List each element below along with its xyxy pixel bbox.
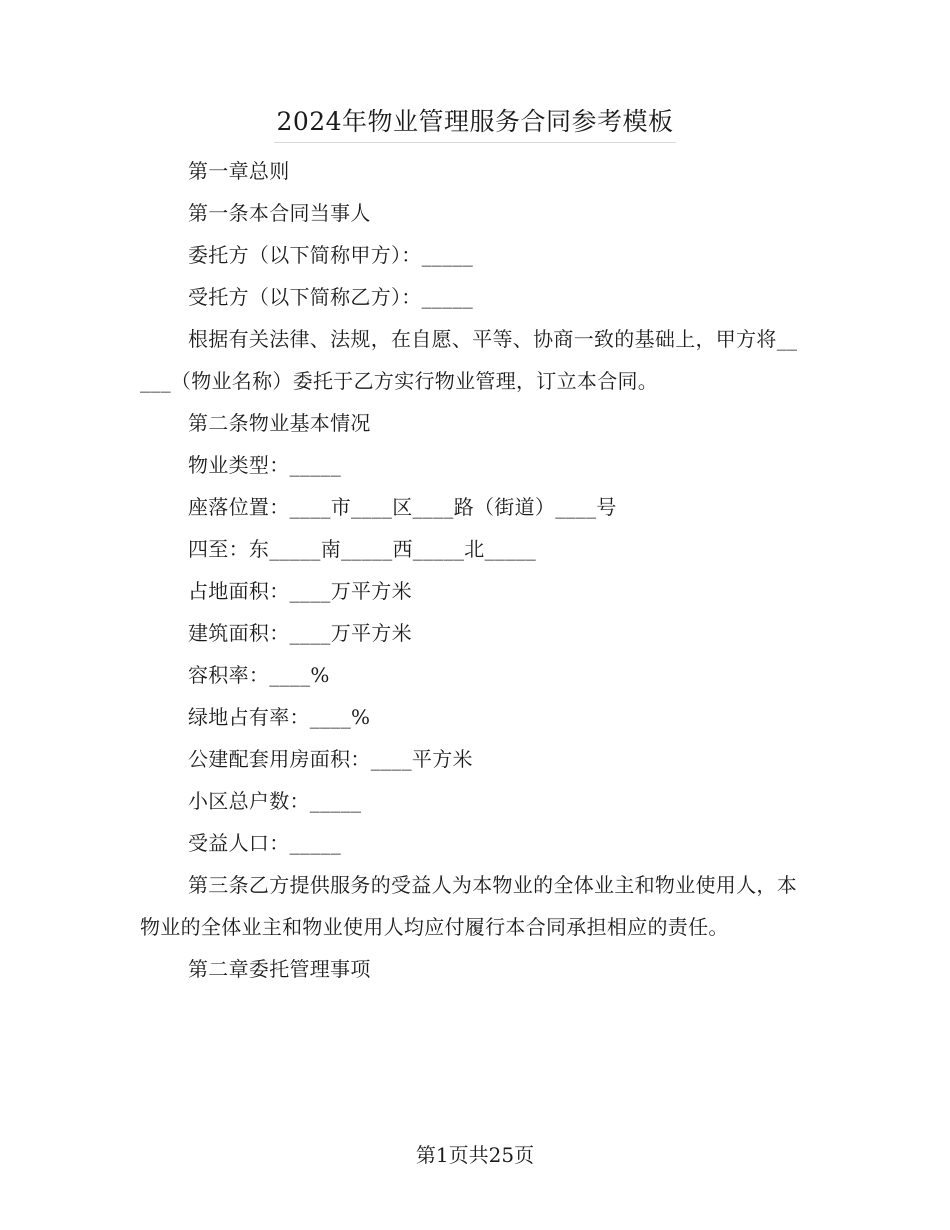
document-title-text: 2024年物业管理服务合同参考模板 <box>274 104 675 143</box>
public-facility-area-line: 公建配套用房面积：____平方米 <box>188 747 473 771</box>
location-line: 座落位置：____市____区____路（街道）____号 <box>188 495 617 519</box>
chapter-heading: 第一章总则 <box>188 159 290 183</box>
party-b-line: 受托方（以下简称乙方）：_____ <box>188 285 474 309</box>
households-line: 小区总户数：_____ <box>188 789 362 813</box>
party-a-line: 委托方（以下简称甲方）：_____ <box>188 243 474 267</box>
land-area-line: 占地面积：____万平方米 <box>188 579 412 603</box>
article-heading: 第一条本合同当事人 <box>188 201 371 225</box>
page-number-footer: 第1页共25页 <box>415 1143 535 1167</box>
article-heading: 第二条物业基本情况 <box>188 411 371 435</box>
article-three-paragraph: 第三条乙方提供服务的受益人为本物业的全体业主和物业使用人，本物业的全体业主和物业使用人均应付履行本合同承担相应的责任。 <box>140 873 797 939</box>
boundaries-line: 四至：东_____南_____西_____北_____ <box>188 537 537 561</box>
property-type-line: 物业类型：_____ <box>188 453 341 477</box>
green-ratio-line: 绿地占有率：____% <box>188 705 371 729</box>
beneficiary-population-line: 受益人口：_____ <box>188 831 341 855</box>
plot-ratio-line: 容积率：____% <box>188 663 330 687</box>
preamble-paragraph: 根据有关法律、法规，在自愿、平等、协商一致的基础上，甲方将_____（物业名称）委托于乙方实行物业管理，订立本合同。 <box>140 327 798 393</box>
document-body <box>140 150 804 990</box>
chapter-heading: 第二章委托管理事项 <box>188 957 371 981</box>
building-area-line: 建筑面积：____万平方米 <box>188 621 412 645</box>
document-title <box>0 104 950 143</box>
